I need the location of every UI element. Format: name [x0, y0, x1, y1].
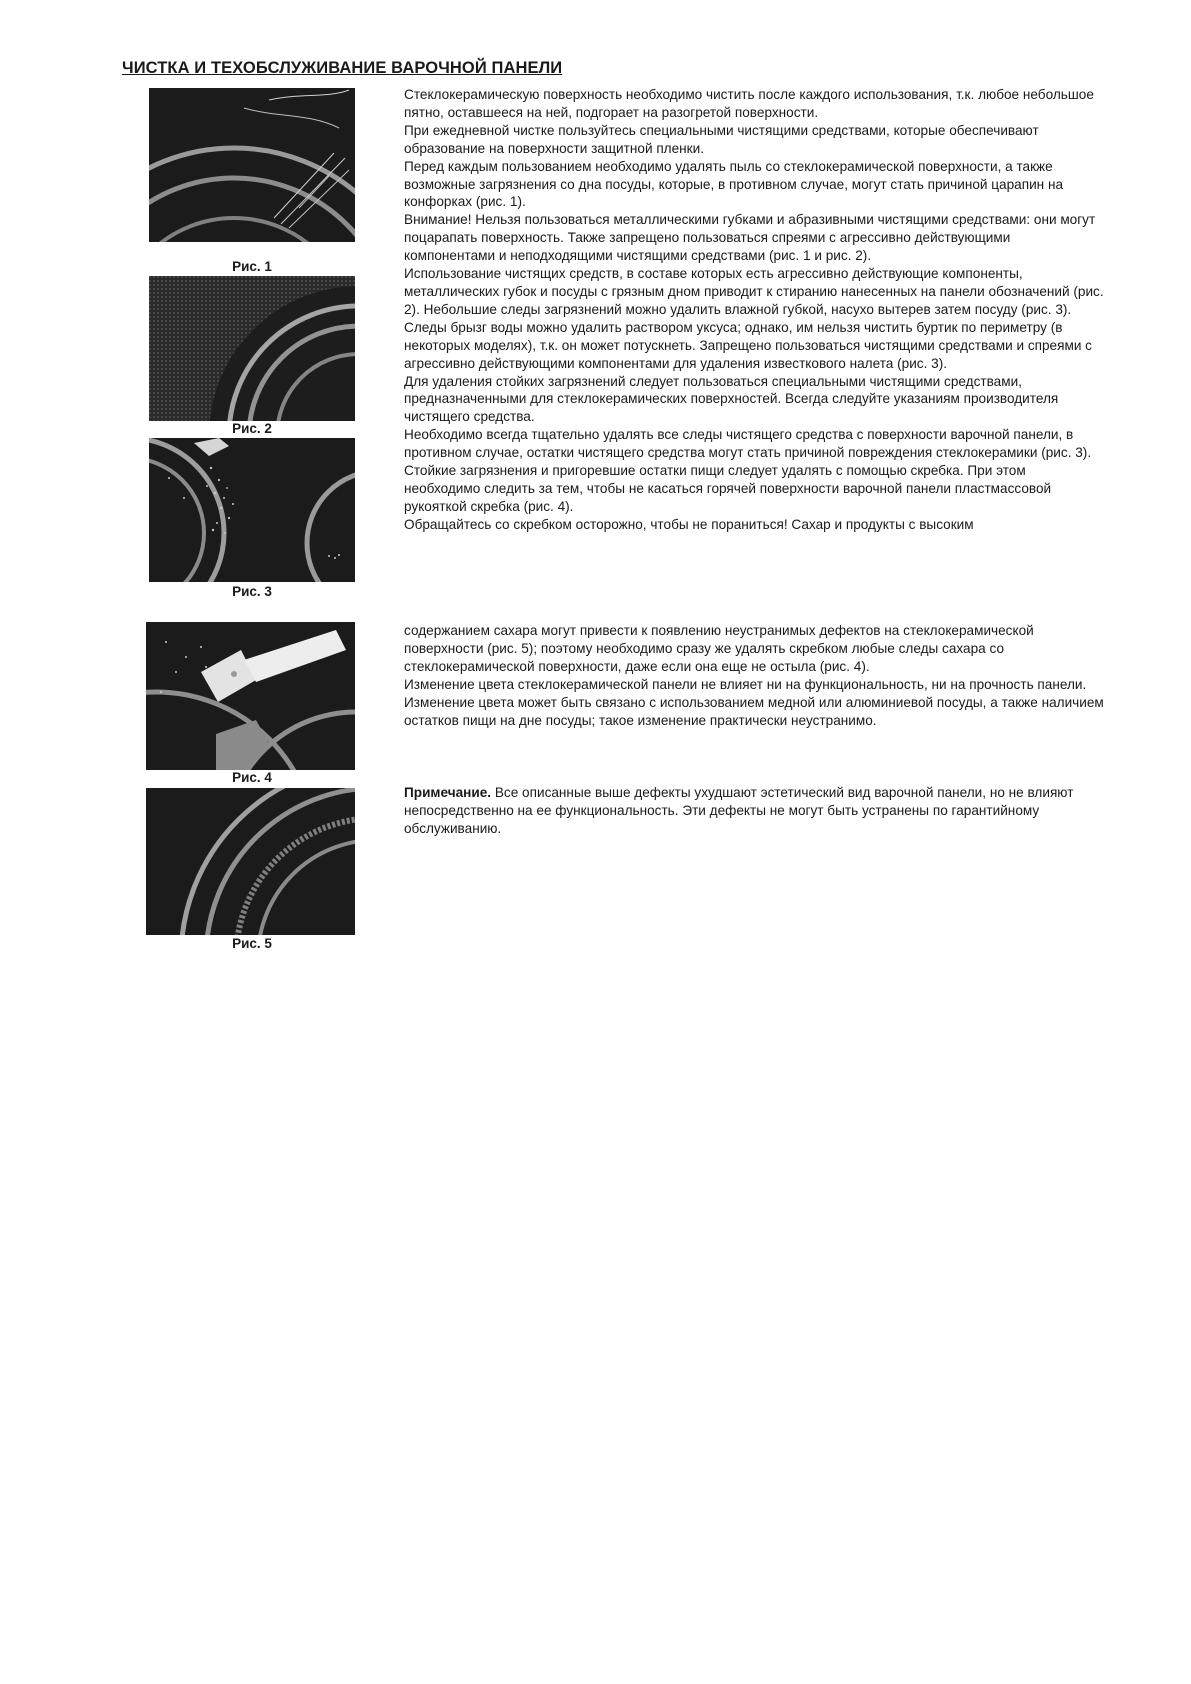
- sugar-damage-hob-svg: [146, 788, 355, 935]
- cleaning-instructions-text: [404, 86, 1104, 534]
- paragraph: Стойкие загрязнения и пригоревшие остатки пищи следует удалять с помощью скребка. При этом необходимо следить за тем, чтобы не касаться горячей поверхности варочной панели пластмассовой рукояткой скребка (рис. 4).: [404, 463, 1052, 514]
- paragraph: Следы брызг воды можно удалить раствором уксуса; однако, им нельзя чистить буртик по периметру (в некоторых моделях), т.к. он может потускнеть. Запрещено пользоваться чистящими средствами и спреями с агрессивно действующими компонентами для удаления известкового налета (рис. 3).: [404, 319, 1092, 371]
- paragraph: При ежедневной чистке пользуйтесь специальными чистящими средствами, которые обеспечивают образование на поверхности защитной пленки.: [404, 122, 1039, 156]
- paragraph: Необходимо всегда тщательно удалять все следы чистящего средства с поверхности варочной панели, в противном случае, остатки чистящего средства могут стать причиной повреждения стеклокерамики (рис. 3).: [404, 427, 1092, 461]
- paragraph: Для удаления стойких загрязнений следует пользоваться специальными чистящими средствами, предназначенными для стеклокерамических поверхностей. Всегда следуйте указаниям производителя чистящего средства.: [404, 373, 1059, 425]
- page-title: ЧИСТКА И ТЕХОБСЛУЖИВАНИЕ ВАРОЧНОЙ ПАНЕЛИ: [122, 59, 563, 77]
- paragraph: Изменение цвета стеклокерамической панели не влияет ни на функциональность, ни на прочность панели. Изменение цвета может быть связано с использованием медной или алюминиевой посуды, а также наличием остатков пищи на дне посуды; такое изменение практически неустранимо.: [404, 676, 1104, 728]
- scraper-hob-svg: [146, 622, 355, 770]
- sugar-damage-hob-image: [146, 788, 355, 935]
- figure-caption: Рис. 1: [232, 259, 272, 274]
- warning-paragraph: Внимание! Нельзя пользоваться металлическими губками и абразивными чистящими средствами: они могут поцарапать поверхность. Также запрещено пользоваться спреями с агрессивно действующими компонентами и неподходящими чистящими средствами (рис. 1 и рис. 2).: [404, 212, 1096, 264]
- note-text: Все описанные выше дефекты ухудшают эстетический вид варочной панели, но не влияют непосредственно на ее функциональность. Эти дефекты не могут быть устранены по гарантийному обслуживанию.: [404, 785, 1074, 836]
- figure-caption: Рис. 5: [232, 936, 272, 951]
- figure-caption: Рис. 4: [232, 770, 272, 785]
- worn-markings-hob-image: [149, 276, 355, 421]
- spotted-hob-svg: [149, 438, 355, 582]
- spotted-hob-image: [149, 438, 355, 582]
- scraper-hob-image: [146, 622, 355, 770]
- note-paragraph: [404, 784, 1104, 838]
- scratched-hob-svg: [149, 88, 355, 242]
- paragraph: Использование чистящих средств, в составе которых есть агрессивно действующие компоненты, металлических губок и посуды с грязным дном приводит к стиранию нанесенных на панели обозначений (рис. 2). Небольшие следы загрязнений можно удалить влажной губкой, насухо вытерев затем посуду (рис. 3).: [404, 266, 1104, 317]
- paragraph: содержанием сахара могут привести к появлению неустранимых дефектов на стеклокерамической поверхности (рис. 5); поэтому необходимо сразу же удалять скребком любые следы сахара со стеклокерамической поверхности, даже если она еще не остыла (рис. 4).: [404, 623, 1034, 674]
- scratched-hob-image: [149, 88, 355, 242]
- continued-instructions-text: [404, 622, 1104, 729]
- figure-caption: Рис. 3: [232, 584, 272, 599]
- paragraph: Обращайтесь со скребком осторожно, чтобы не пораниться! Сахар и продукты с высоким: [404, 516, 974, 532]
- note-label: Примечание.: [404, 785, 492, 800]
- paragraph: Стеклокерамическую поверхность необходимо чистить после каждого использования, т.к. любое небольшое пятно, оставшееся на ней, подгорает на разогретой поверхности.: [404, 87, 1094, 120]
- figure-caption: Рис. 2: [232, 421, 272, 436]
- paragraph: Перед каждым пользованием необходимо удалять пыль со стеклокерамической поверхности, а также возможные загрязнения со дна посуды, которые, в противном случае, могут стать причиной царапин на конфорках (рис. 1).: [404, 158, 1064, 210]
- worn-markings-hob-svg: [149, 276, 355, 421]
